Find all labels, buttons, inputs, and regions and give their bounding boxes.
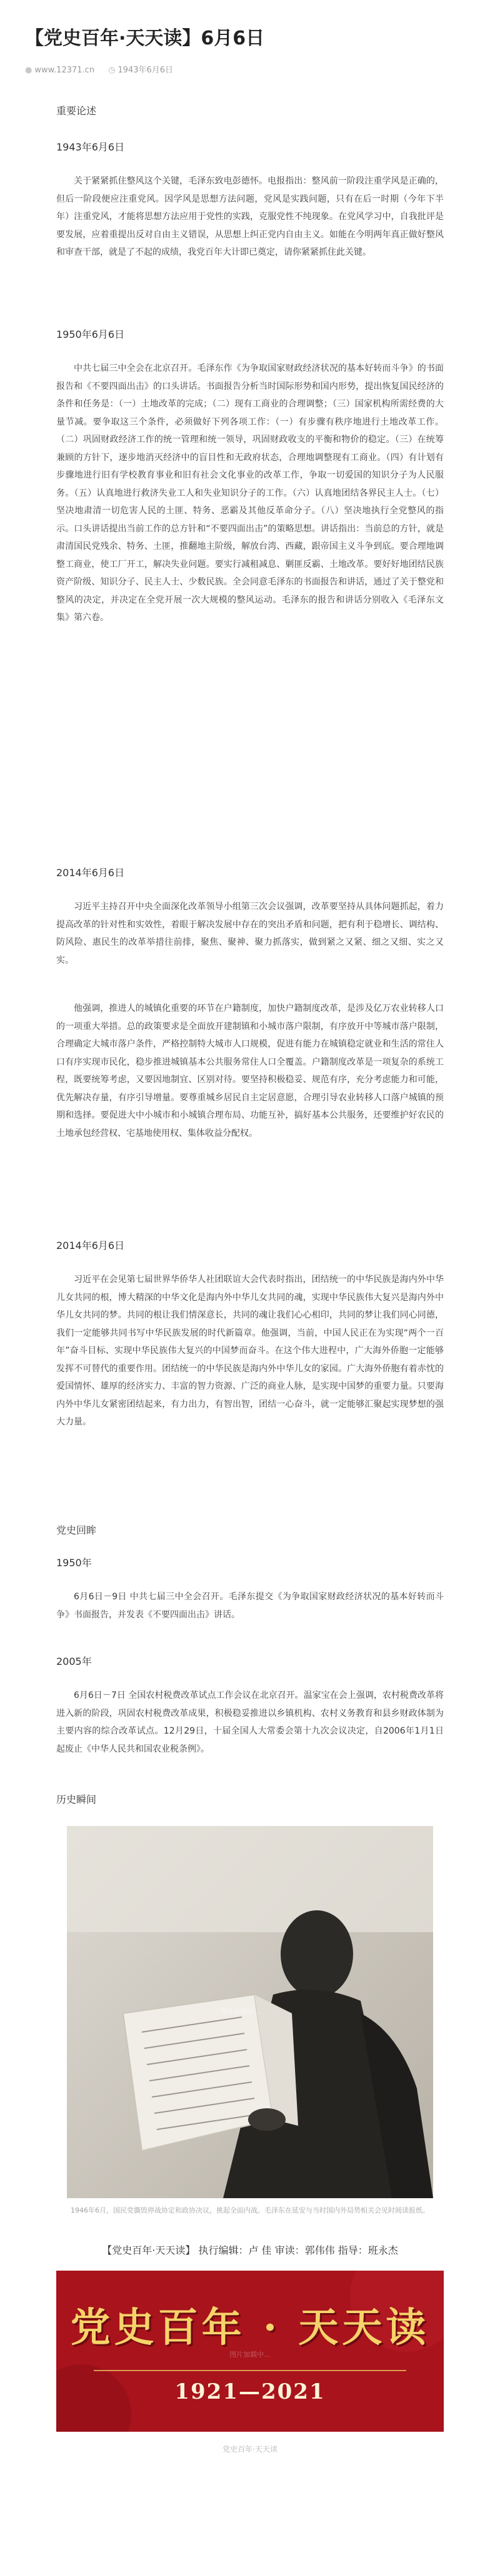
article-meta — [25, 64, 475, 77]
paragraph: 关于紧紧抓住整风这个关键，毛泽东致电彭德怀。电报指出：整风前一阶段注重学风是正确的，但后一阶段便应注重党风。因学风是思想方法问题，党风是实践问题，只有在后一时期（今年下半年）注重党风，才能将思想方法应用于党性的实践，克服党性不纯现象。在党风学习中，自我批评是要发展，应着重提出反对自由主义错误，从思想上纠正党内自由主义。如能在今明两年真正做好整风和审查干部，就是了不起的成绩，我党百年大计即已奠定，请你紧紧抓住此关键。 — [56, 176, 444, 257]
section-heading: 2005年 — [56, 1656, 92, 1667]
section-heading: 1950年6月6日 — [56, 328, 125, 340]
paragraph: 习近平在会见第七届世界华侨华人社团联谊大会代表时指出，团结统一的中华民族是海内外中华儿女共同的根，博大精深的中华文化是海内外中华儿女共同的魂，实现中华民族伟大复兴是海内外中华儿女共同的梦。共同的根让我们情深意长，共同的魂让我们心心相印，共同的梦让我们同心同德，我们一定能够共同书写中华民族发展的时代新篇章。他强调，当前，中国人民正在为实现“两个一百年”奋斗目标、实现中华民族伟大复兴的中国梦而奋斗。在这个伟大进程中，广大海外侨胞一定能够发挥不可替代的重要作用。团结统一的中华民族是海内外中华儿女的家园。广大海外侨胞有着赤忱的爱国情怀、雄厚的经济实力、丰富的智力资源、广泛的商业人脉，是实现中国梦的重要力量。只要海内外中华儿女紧密团结起来，有力出力，有智出智，团结一心奋斗，就一定能够汇聚起实现梦想的强大力量。 — [56, 1275, 444, 1427]
section-heading: 1943年6月6日 — [56, 141, 125, 153]
section-heading: 2014年6月6日 — [56, 1240, 125, 1251]
banner-title: 党史百年 · 天天读 — [70, 2304, 430, 2351]
paragraph: 他强调，推进人的城镇化重要的环节在户籍制度，加快户籍制度改革，是涉及亿万农业转移人口的一项重大举措。总的政策要求是全面放开建制镇和小城市落户限制，有序放开中等城市落户限制，合理确定大城市落户条件，严格控制特大城市人口规模，促进有能力在城镇稳定就业和生活的常住人口有序实现市民化，稳步推进城镇基本公共服务常住人口全覆盖。户籍制度改革是一项复杂的系统工程，既要统筹考虑，又要因地制宜、区别对待。要坚持积极稳妥、规范有序，充分考虑能力和可能，优先解决存量，有序引导增量。要尊重城乡居民自主定居意愿，合理引导农业转移人口落户城镇的预期和选择。要促进大中小城市和小城镇合理布局、功能互补，搞好基本公共服务，还要维护好农民的土地承包经营权、宅基地使用权、集体收益分配权。 — [56, 1004, 444, 1138]
credits-label: 【党史百年·天天读】 — [102, 2244, 196, 2256]
banner-watermark: 图片加载中... — [229, 2351, 271, 2359]
publish-date: 1943年6月6日 — [118, 66, 174, 75]
paragraph: 6月6日－7日 全国农村税费改革试点工作会议在北京召开。温家宝在会上强调，农村税费改革将进入新的阶段，巩固农村税费改革成果，积极稳妥推进以乡镇机构、农村义务教育和县乡财政体制为主要内容的综合改革试点。12月29日，十届全国人大常委会第十九次会议决定，自2006年1月1日起废止《中华人民共和国农业税条例》。 — [56, 1690, 444, 1754]
section-heading: 重要论述 — [56, 105, 97, 117]
page-title: 【党史百年·天天读】6月6日 — [25, 27, 265, 49]
photo-watermark: 图片加载中... — [221, 2008, 262, 2016]
source-url[interactable]: www.12371.cn — [34, 66, 95, 75]
column-banner — [56, 2271, 444, 2432]
section-heading: 2014年6月6日 — [56, 867, 125, 879]
historical-photo — [67, 1826, 433, 2198]
section-heading: 1950年 — [56, 1557, 92, 1569]
banner-years: 1921—2021 — [174, 2379, 326, 2404]
clock-icon: ◷ — [108, 66, 116, 75]
footer-text: 党史百年·天天读 — [222, 2445, 278, 2454]
photo-caption: 1946年6月，国民党撕毁停战协定和政协决议，挑起全面内战。毛泽东在延安与当时国内外局势相关会见时阅读报纸。 — [71, 2206, 429, 2214]
credits-body: 执行编辑：卢 佳 审读：郭伟伟 指导：班永杰 — [198, 2244, 398, 2256]
paragraph: 中共七届三中全会在北京召开。毛泽东作《为争取国家财政经济状况的基本好转而斗争》的书面报告和《不要四面出击》的口头讲话。书面报告分析当时国际形势和国内形势，提出恢复国民经济的条件和任务是：（一）土地改革的完成；（二）现有工商业的合理调整；（三）国家机构所需经费的大量节减。要争取这三个条件，必须做好下列各项工作：（一）有步骤有秩序地进行土地改革工作。（二）巩固财政经济工作的统一管理和统一领导，巩固财政收支的平衡和物价的稳定。（三）在统筹兼顾的方针下，逐步地消灭经济中的盲目性和无政府状态，合理地调整现有工商业。（四）有计划有步骤地进行旧有学校教育事业和旧有社会文化事业的改革工作，争取一切爱国的知识分子为人民服务。（五）认真地进行救济失业工人和失业知识分子的工作。（六）认真地团结各界民主人士。（七）坚决地肃清一切危害人民的土匪、特务、恶霸及其他反革命分子。（八）坚决地执行全党整风的指示。口头讲话提出当前工作的总方针和“不要四面出击”的策略思想。讲话指出：当前总的方针，就是肃清国民党残余、特务、土匪，推翻地主阶级，解放台湾、西藏，跟帝国主义斗争到底。要合理地调整工商业，使工厂开工，解决失业问题。要实行减租减息、剿匪反霸、土地改革。要好好地团结民族资产阶级、知识分子、民主人士、少数民族。全会同意毛泽东的书面报告和讲话，通过了关于整党和整风的决定，并决定在全党开展一次大规模的整风运动。毛泽东的报告和讲话分别收入《毛泽东文集》第六卷。 — [56, 363, 444, 623]
editor-credits — [56, 2243, 444, 2258]
paragraph: 6月6日－9日 中共七届三中全会召开。毛泽东提交《为争取国家财政经济状况的基本好转而斗争》书面报告，并发表《不要四面出击》讲话。 — [56, 1592, 444, 1620]
section-heading: 党史回眸 — [56, 1524, 97, 1536]
site-icon: ● — [25, 66, 32, 75]
article-body — [56, 104, 444, 2455]
section-heading: 历史瞬间 — [56, 1794, 97, 1805]
paragraph: 习近平主持召开中央全面深化改革领导小组第三次会议强调，改革要坚持从具体问题抓起，着力提高改革的针对性和实效性，着眼于解决发展中存在的突出矛盾和问题，把有利于稳增长、调结构、防风险、惠民生的改革举措往前排，聚焦、聚神、聚力抓落实，做到紧之又紧、细之又细、实之又实。 — [56, 902, 444, 965]
